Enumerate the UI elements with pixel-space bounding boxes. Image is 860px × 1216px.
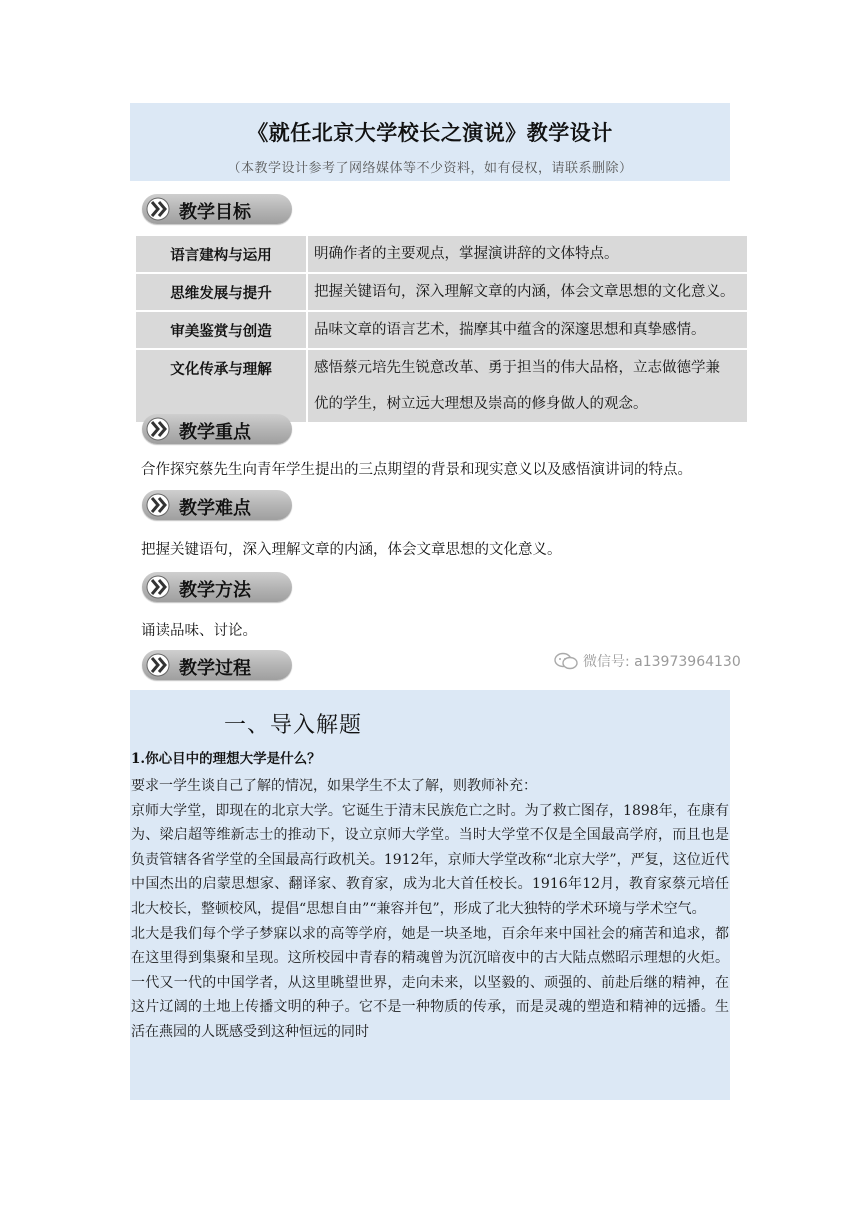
methods-text: 诵读品味、讨论。 [141,623,257,639]
section-label: 教学方法 [179,580,251,601]
process-question: 1.你心目中的理想大学是什么？ [131,751,321,767]
double-chevron-icon [146,653,176,677]
wechat-icon [553,652,579,670]
double-chevron-icon [146,575,176,599]
goal-text-line: 优的学生，树立远大理想及崇高的修身做人的观念。 [314,396,648,412]
paragraph: 京师大学堂，即现在的北京大学。它诞生于清末民族危亡之时。为了救亡图存，1898年，在康有为、梁启超等维新志士的推动下，设立京师大学堂。当时大学堂不仅是全国最高学府，而且也是负责管辖各省学堂的全国最高行政机关。1912年，京师大学堂改称“北京大学”，严复，这位近代中国杰出的启蒙思想家、翻译家、教育家，成为北大首任校长。1916年12月，教育家蔡元培任北大校长，整顿校风，提倡“思想自由”“兼容并包”，形成了北大独特的学术环境与学术空气。 [131,802,729,917]
section-label: 教学重点 [179,422,251,443]
table-row [135,273,748,311]
paragraph: 要求一学生谈自己了解的情况，如果学生不太了解，则教师补充： [131,778,537,794]
goal-text: 把握关键语句，深入理解文章的内涵，体会文章思想的文化意义。 [307,273,748,311]
wechat-id: 微信号: a13973964130 [583,654,741,670]
section-header-key-points [142,414,292,444]
wechat-watermark [553,650,741,672]
paragraph: 北大是我们每个学子梦寐以求的高等学府，她是一块圣地，百余年来中国社会的痛苦和追求，都在这里得到集聚和呈现。这所校园中青春的精魂曾为沉沉暗夜中的古大陆点燃昭示理想的火炬。一代又一代的中国学者，从这里眺望世界，走向未来，以坚毅的、顽强的、前赴后继的精神，在这片辽阔的土地上传播文明的种子。它不是一种物质的传承，而是灵魂的塑造和精神的远播。生活在燕园的人既感受到这种恒远的同时 [131,925,729,1040]
table-row [135,235,748,273]
goal-text [307,349,748,423]
goal-text: 明确作者的主要观点，掌握演讲辞的文体特点。 [307,235,748,273]
double-chevron-icon [146,417,176,441]
double-chevron-icon [146,197,176,221]
double-chevron-icon [146,493,176,517]
goal-label: 文化传承与理解 [135,349,307,423]
goal-text-line: 感悟蔡元培先生锐意改革、勇于担当的伟大品格，立志做德学兼 [314,360,720,376]
section-header-difficulties [142,490,292,520]
goal-label: 思维发展与提升 [135,273,307,311]
table-row [135,349,748,423]
document-title: 《就任北京大学校长之演说》教学设计 [247,121,613,145]
section-label: 教学目标 [179,202,251,223]
goal-label: 审美鉴赏与创造 [135,311,307,349]
goal-label: 语言建构与运用 [135,235,307,273]
section-label: 教学难点 [179,498,251,519]
table-row [135,311,748,349]
process-body [131,774,729,1045]
difficulties-text: 把握关键语句，深入理解文章的内涵，体会文章思想的文化意义。 [141,542,562,558]
key-points-text: 合作探究蔡先生向青年学生提出的三点期望的背景和现实意义以及感悟演讲词的特点。 [141,462,692,478]
process-heading: 一、导入解题 [224,713,363,738]
document-subtitle: （本教学设计参考了网络媒体等不少资料，如有侵权，请联系删除） [227,161,633,176]
goals-table [134,234,749,424]
section-header-process [142,650,292,680]
goal-text: 品味文章的语言艺术，揣摩其中蕴含的深邃思想和真挚感情。 [307,311,748,349]
section-header-goals [142,194,292,224]
title-box [130,103,730,181]
section-header-methods [142,572,292,602]
section-label: 教学过程 [179,658,251,679]
process-content [130,690,730,1100]
